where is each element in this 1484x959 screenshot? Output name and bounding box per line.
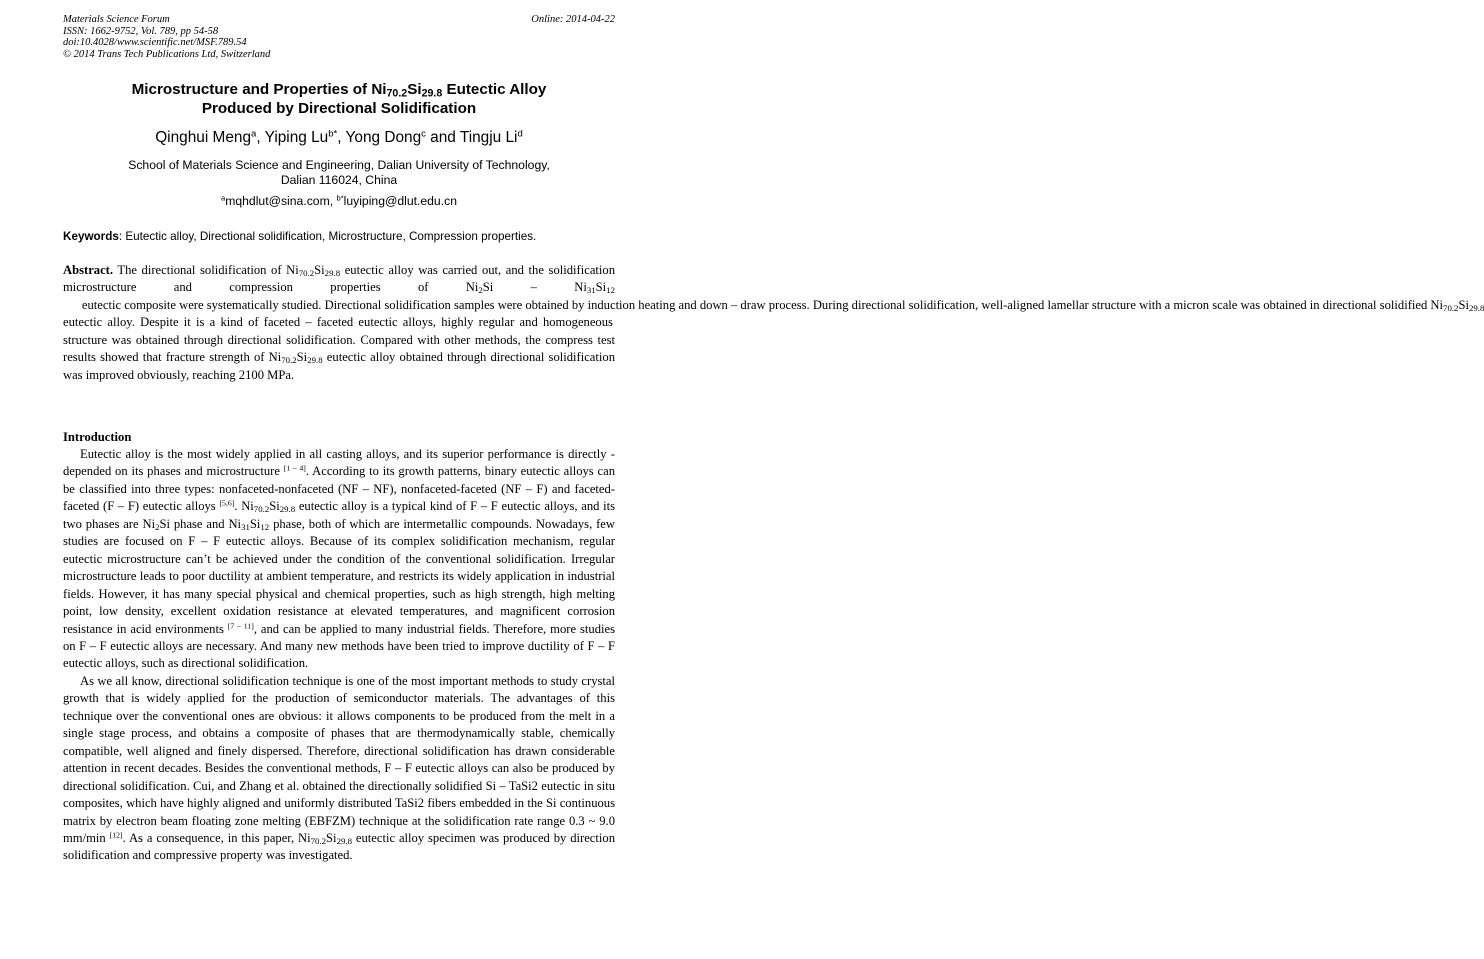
citation: [12]: [109, 830, 123, 840]
paper-title: [63, 81, 615, 118]
citation: [1 – 4]: [283, 463, 306, 473]
introduction-heading: Introduction: [63, 430, 132, 444]
author: Tingju Li: [459, 129, 518, 146]
citation: [5,6]: [219, 498, 235, 508]
author: Qinghui Meng: [155, 129, 252, 146]
paragraph: As we all know, directional solidification technique is one of the most important methods to study crystal growth that is widely applied for the production of semiconductor materials. The advantages of this technique over the conventional ones are obvious: it allows components to be produced from the melt in a single stage process, and obtains a composite of phases that are thermodynamically stable, chemically compatible, well aligned and finely dispersed. Therefore, directional solidification has drawn considerable attention in recent decades. Besides the conventional methods, F – F eutectic alloys can also be produced by directional solidification. Cui, and Zhang et al. obtained the directionally solidified Si – TaSi2 eutectic in situ composites, which have highly aligned and uniformly distributed TaSi2 fibers embedded in the Si continuous matrix by electron beam floating zone melting (EBFZM) technique at the solidification rate range 0.3 ~ 9.0 mm/min [12]. As a consequence, in this paper, $Ni_{70.2}Si_{29.8}$ eutectic alloy specimen was produced by direction solidification and compressive property was investigated.: [63, 673, 615, 863]
keywords: Keywords: Eutectic alloy, Directional solidification, Microstructure, Compression properties.: [63, 230, 537, 243]
introduction-body: [63, 446, 615, 865]
journal-name: Materials Science Forum: [63, 14, 170, 25]
online-date: Online: 2014-04-22: [531, 14, 615, 25]
issn-line: ISSN: 1662-9752, Vol. 789, pp 54-58: [63, 25, 219, 37]
author: Yiping Lu: [264, 129, 329, 146]
copyright-line: © 2014 Trans Tech Publications Ltd, Switzerland: [63, 48, 271, 60]
abstract: Abstract. The directional solidification of $Ni_{70.2}Si_{29.8}$ eutectic alloy was carried out, and the solidification microstructure and compression properties of $Ni_2Si - Ni_{31}Si_{12}$ eutectic composite were systematically studied. Directional solidification samples were obtained by induction heating and down – draw process. During directional solidification, well-aligned lamellar structure with a micron scale was obtained in directional solidified $Ni_{70.2}Si_{29.8}$ eutectic alloy. Despite it is a kind of faceted – faceted eutectic alloys, highly regular and homogeneous structure was obtained through directional solidification. Compared with other methods, the compress test results showed that fracture strength of $Ni_{70.2}Si_{29.8}$ eutectic alloy obtained through directional solidification was improved obviously, reaching 2100 MPa.: [63, 263, 1484, 382]
citation: [7 – 11]: [227, 620, 254, 630]
author: Yong Dong: [345, 129, 422, 146]
paragraph: Eutectic alloy is the most widely applied in all casting alloys, and its superior performance is directly -depended on its phases and microstructure [1 – 4]. According to its growth patterns, binary eutectic alloys can be classified into three types: nonfaceted-nonfaceted (NF – NF), nonfaceted-faceted (NF – F) and faceted-faceted (F – F) eutectic alloys [5,6]. $Ni_{70.2}Si_{29.8}$ eutectic alloy is a typical kind of F – F eutectic alloys, and its two phases are $Ni_2Si$ phase and $Ni_{31}Si_{12}$ phase, both of which are intermetallic compounds. Nowadays, few studies are focused on F – F eutectic alloys. Because of its complex solidification mechanism, regular eutectic microstructure can’t be achieved under the condition of the conventional solidification. Irregular microstructure leads to poor ductility at ambient temperature, and restricts its widely application in industrial fields. However, it has many special physical and chemical properties, such as high strength, high melting point, low density, excellent oxidation resistance at elevated temperatures, and magnificent corrosion resistance in acid environments [7 – 11], and can be applied to many industrial fields. Therefore, more studies on F – F eutectic alloys are necessary. And many new methods have been tried to improve ductility of F – F eutectic alloys, such as directional solidification.: [63, 447, 616, 671]
abstract-label: Abstract.: [63, 263, 114, 277]
doi-line: doi:10.4028/www.scientific.net/MSF.789.54: [63, 37, 247, 49]
affiliation: School of Materials Science and Engineering, Dalian University of Technology, Dalian 116024, China: [128, 158, 550, 187]
author-list: Qinghui Meng$^a$, Yiping $Lu^{b*}$, Yong Dong$^c$ and Tingju Li$^d$: [155, 128, 523, 146]
email-link[interactable]: mqhdlut@sina.com: [225, 194, 330, 208]
keywords-label: Keywords: [63, 230, 119, 243]
journal-header: [63, 14, 270, 60]
title-line-2: Produced by Directional Solidification: [201, 99, 477, 117]
title-line-1: Microstructure and Properties of $Ni_{70.2}Si_{29.8}$ Eutectic Alloy: [131, 81, 547, 100]
email-link[interactable]: luyiping@dlut.edu.cn: [343, 194, 457, 208]
author-emails: $^a$mqhdlut@sina.com, $^{b*}$luyiping@dlut.edu.cn: [221, 193, 457, 208]
